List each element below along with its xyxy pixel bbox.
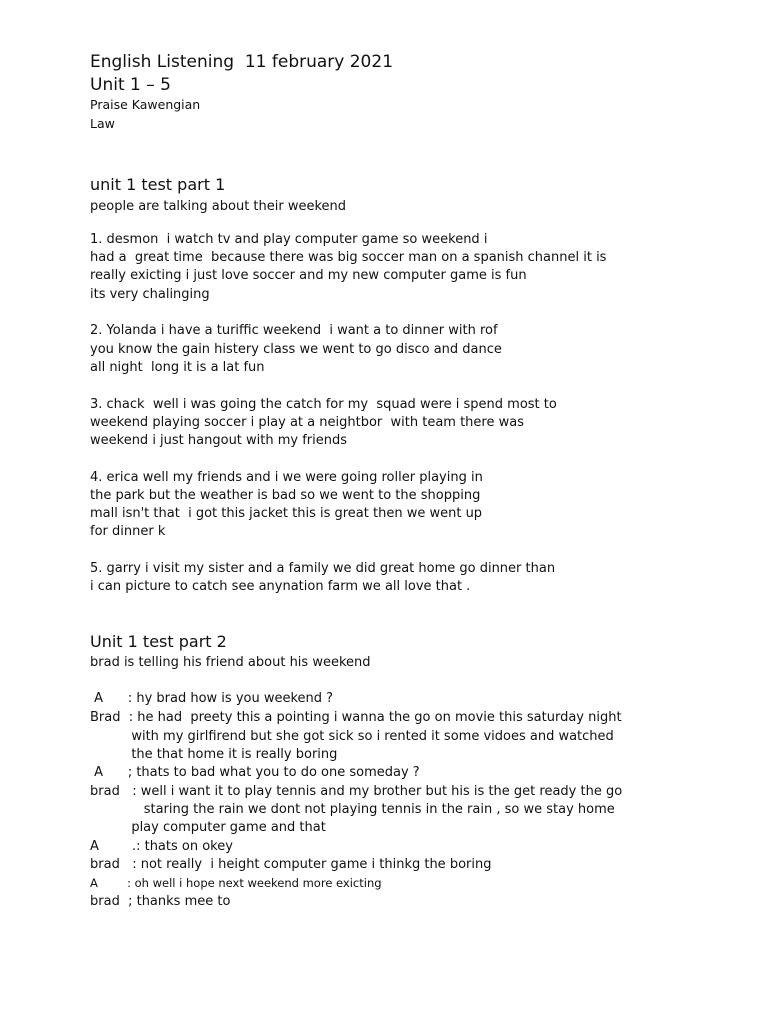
text-line: for dinner k (90, 524, 166, 539)
text-line: all night long it is a lat fun (90, 360, 265, 375)
dialogue-line: A .: thats on okey (90, 839, 233, 854)
dialogue-line: A : hy brad how is you weekend ? (90, 691, 334, 706)
dialogue-line: brad : not really i height computer game i thinkg the boring (90, 857, 492, 872)
text-line: 2. Yolanda i have a turiffic weekend i want a to dinner with rof (90, 323, 498, 338)
text-line: the park but the weather is bad so we went to the shopping (90, 488, 481, 503)
text-line: 3. chack well i was going the catch for my squad were i spend most to (90, 397, 557, 412)
author-name: Praise Kawengian (90, 97, 201, 112)
dialogue-line: the that home it is really boring (90, 747, 338, 762)
text-line: 5. garry i visit my sister and a family we did great home go dinner than (90, 561, 556, 576)
text-line: mall isn't that i got this jacket this is great then we went up (90, 506, 483, 521)
text-line: you know the gain histery class we went to go disco and dance (90, 342, 502, 357)
text-line: weekend playing soccer i play at a neightbor with team there was (90, 415, 524, 430)
dialogue-line: Brad : he had preety this a pointing i wanna the go on movie this saturday night (90, 710, 622, 725)
dialogue-line: A ; thats to bad what you to do one someday ? (90, 765, 420, 780)
document-title: English Listening 11 february 2021 (90, 52, 394, 72)
unit-range: Unit 1 – 5 (90, 75, 171, 95)
faculty: Law (90, 116, 115, 131)
dialogue-line: brad : well i want it to play tennis and my brother but his is the get ready the go (90, 784, 623, 799)
text-line: its very chalinging (90, 287, 210, 302)
dialogue-line: staring the rain we dont not playing tennis in the rain , so we stay home (90, 802, 615, 817)
part2-subtitle: brad is telling his friend about his weekend (90, 655, 371, 670)
text-line: really exicting i just love soccer and my new computer game is fun (90, 268, 527, 283)
text-line: weekend i just hangout with my friends (90, 433, 348, 448)
text-line: i can picture to catch see anynation farm we all love that . (90, 579, 471, 594)
dialogue-line: brad ; thanks mee to (90, 894, 231, 909)
text-line: had a great time because there was big soccer man on a spanish channel it is (90, 250, 607, 265)
dialogue-line: A : oh well i hope next weekend more exicting (90, 876, 382, 890)
part1-heading: unit 1 test part 1 (90, 175, 226, 194)
part1-subtitle: people are talking about their weekend (90, 199, 347, 214)
dialogue-line: play computer game and that (90, 820, 326, 835)
dialogue-line: with my girlfirend but she got sick so i rented it some vidoes and watched (90, 729, 614, 744)
text-line: 1. desmon i watch tv and play computer game so weekend i (90, 232, 488, 247)
part2-heading: Unit 1 test part 2 (90, 632, 227, 651)
text-line: 4. erica well my friends and i we were going roller playing in (90, 470, 483, 485)
